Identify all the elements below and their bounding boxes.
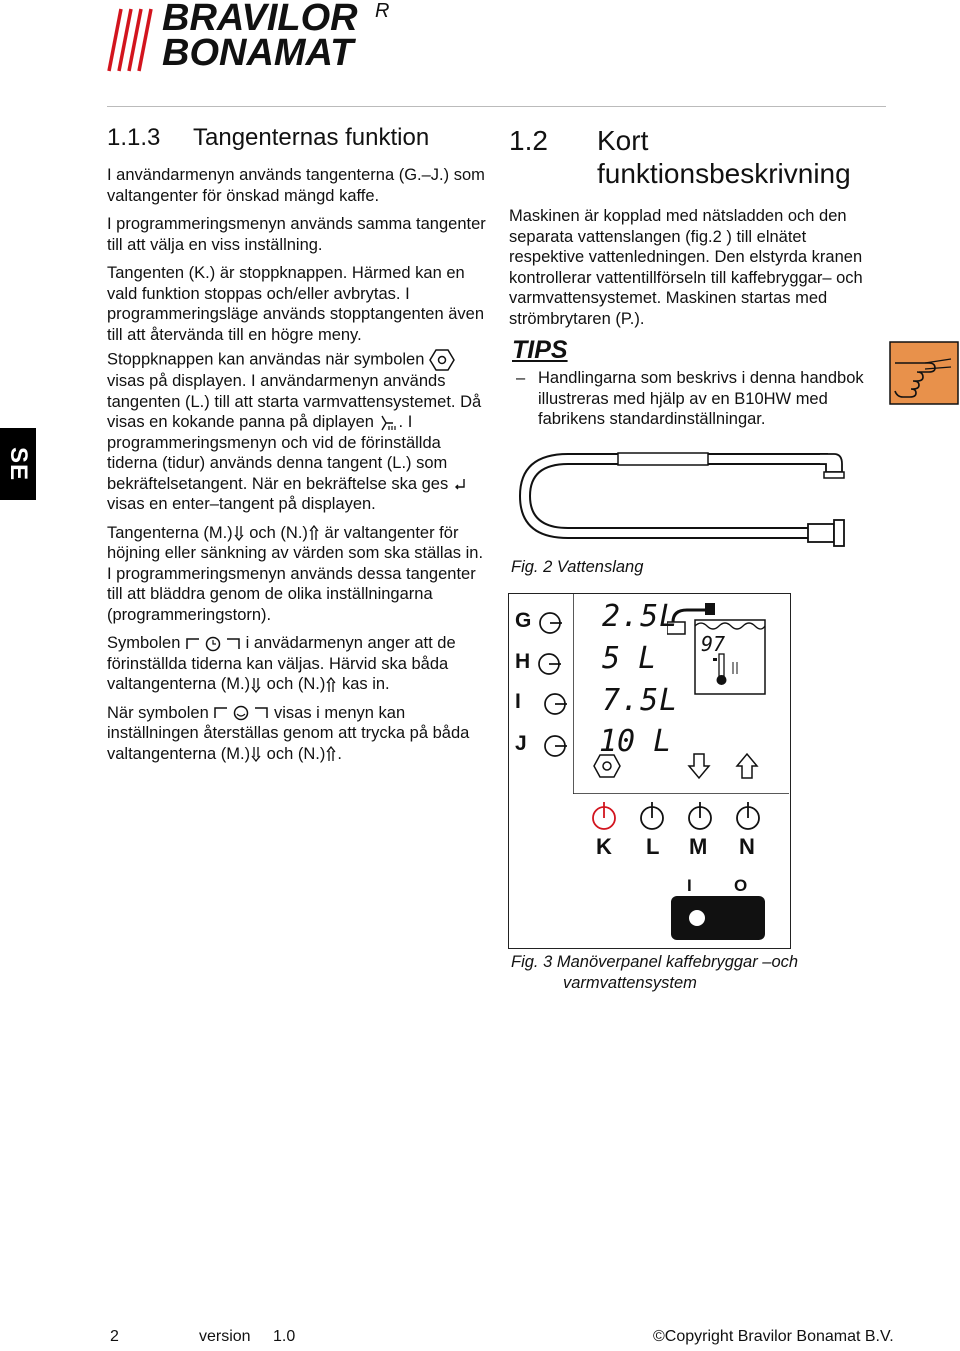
boiling-kettle-icon xyxy=(379,414,399,432)
key-h-button-icon xyxy=(537,652,561,676)
key-h[interactable]: H xyxy=(515,650,561,676)
key-j[interactable]: J xyxy=(515,732,567,758)
arrow-up-icon xyxy=(325,677,337,693)
copyright: ©Copyright Bravilor Bonamat B.V. xyxy=(653,1328,894,1345)
arrow-up-icon xyxy=(325,746,337,762)
paragraph: Stoppknappen kan användas när symbolen visas på displayen. I användarmenyn används tangenten (L.) till att starta varmvattensystemet. Då visas en kokande panna på diplayen . I programmeringsmenyn och vid de förinställda tiderna (tidur) används denna tangent (L.) som bekräftelsetangent. När en bekräftelse ska ges visas en enter–tangent på displayen. xyxy=(107,350,482,513)
paragraph: I användarmenyn används tangenterna (G.–J.) som valtangenter för önskad mängd kaffe. xyxy=(107,166,485,205)
timer-symbol-icon xyxy=(185,635,241,653)
key-m-label: M xyxy=(689,834,708,859)
stop-symbol-icon xyxy=(429,349,455,371)
water-hose-figure xyxy=(508,440,848,552)
switch-off-label: O xyxy=(734,876,748,895)
key-n-button-icon[interactable] xyxy=(735,802,761,832)
key-j-button-icon xyxy=(543,734,567,758)
brand-logo xyxy=(107,0,397,75)
logo-wordmark: BRAVILOR BONAMAT xyxy=(162,0,358,74)
header-rule xyxy=(107,106,886,107)
power-switch[interactable] xyxy=(671,896,765,940)
key-m-button-icon[interactable] xyxy=(687,802,713,832)
arrow-down-icon xyxy=(250,677,262,693)
reset-symbol-icon xyxy=(213,704,269,722)
display-value-1: 2.5L xyxy=(602,599,679,634)
paragraph: I programmeringsmenyn används samma tangenter till att välja en viss inställning. xyxy=(107,215,486,254)
left-body-text xyxy=(107,165,492,772)
display-value-4: 10 L xyxy=(599,724,672,759)
control-panel-figure xyxy=(508,593,791,949)
key-l-button-icon[interactable] xyxy=(639,802,665,832)
fig2-caption: Fig. 2 Vattenslang xyxy=(511,558,644,576)
arrow-down-outline-icon xyxy=(687,752,711,780)
key-k-button-icon[interactable] xyxy=(591,802,617,832)
pointing-hand-icon xyxy=(889,341,959,405)
enter-icon xyxy=(453,477,467,491)
fig3-caption: Fig. 3 Manöverpanel kaffebryggar –och varmvattensystem xyxy=(511,953,799,992)
arrow-down-icon xyxy=(233,525,245,541)
registered-mark: R xyxy=(375,0,390,22)
key-l-label: L xyxy=(646,834,660,859)
key-k-label: K xyxy=(596,834,612,859)
section-heading-1-1-3: 1.1.3 Tangenternas funktion xyxy=(107,124,430,151)
section-heading-1-2: 1.2 Kort funktionsbeskrivning xyxy=(509,125,851,189)
stop-symbol-icon xyxy=(593,754,621,778)
language-tab: SE xyxy=(0,428,36,500)
version-number: 1.0 xyxy=(273,1328,296,1345)
key-i[interactable]: I xyxy=(515,690,567,716)
key-i-button-icon xyxy=(543,692,567,716)
tips-title: TIPS xyxy=(512,336,568,364)
key-g[interactable]: G xyxy=(515,609,562,635)
display-value-3: 7.5L xyxy=(602,683,679,718)
arrow-up-outline-icon xyxy=(735,752,759,780)
temperature-readout: 97 xyxy=(701,632,726,656)
paragraph: När symbolen visas i menyn kan inställningen återställas genom att trycka på båda valtangenterna (M.) och (N.) . xyxy=(107,703,470,763)
logo-slashes-icon xyxy=(107,7,167,73)
page-number: 2 xyxy=(110,1328,119,1345)
paragraph: Maskinen är kopplad med nätsladden och den separata vattenslangen (fig.2 ) till elnätet respektive vattenledningen. Den elstyrda kranen kontrollerar vattentillförseln till kaffebryggar– och varmvattensystemet. Maskinen startas med strömbrytaren (P.). xyxy=(509,207,863,328)
paragraph: Tangenten (K.) är stoppknappen. Härmed kan en vald funktion stoppas och/eller avbrytas. I programmeringsläge används stopptangenten även till att återvända till en högre meny. xyxy=(107,264,485,344)
paragraph: Tangenterna (M.) och (N.) är valtangenter för höjning eller sänkning av värden som ska ställas in. I programmeringsmenyn används dessa tangenter till att bläddra genom de olika inställningarna (programmeringstorn). xyxy=(107,523,484,624)
arrow-up-icon xyxy=(308,525,320,541)
key-g-button-icon xyxy=(538,611,562,635)
version-label: version xyxy=(199,1328,251,1345)
display-value-2: 5 L xyxy=(602,641,657,676)
paragraph: Symbolen i anvädarmenyn anger att de förinställda tiderna kan väljas. Härvid ska båda valtangenterna (M.) och (N.) kas in. xyxy=(107,634,456,693)
switch-on-label: I xyxy=(687,876,692,895)
key-n-label: N xyxy=(739,834,755,859)
switch-indicator xyxy=(689,910,705,926)
arrow-down-icon xyxy=(250,746,262,762)
right-body-text xyxy=(509,206,879,329)
tips-item: – Handlingarna som beskrivs i denna handbok illustreras med hjälp av en B10HW med fabrikens standardinställningar. xyxy=(516,369,864,428)
